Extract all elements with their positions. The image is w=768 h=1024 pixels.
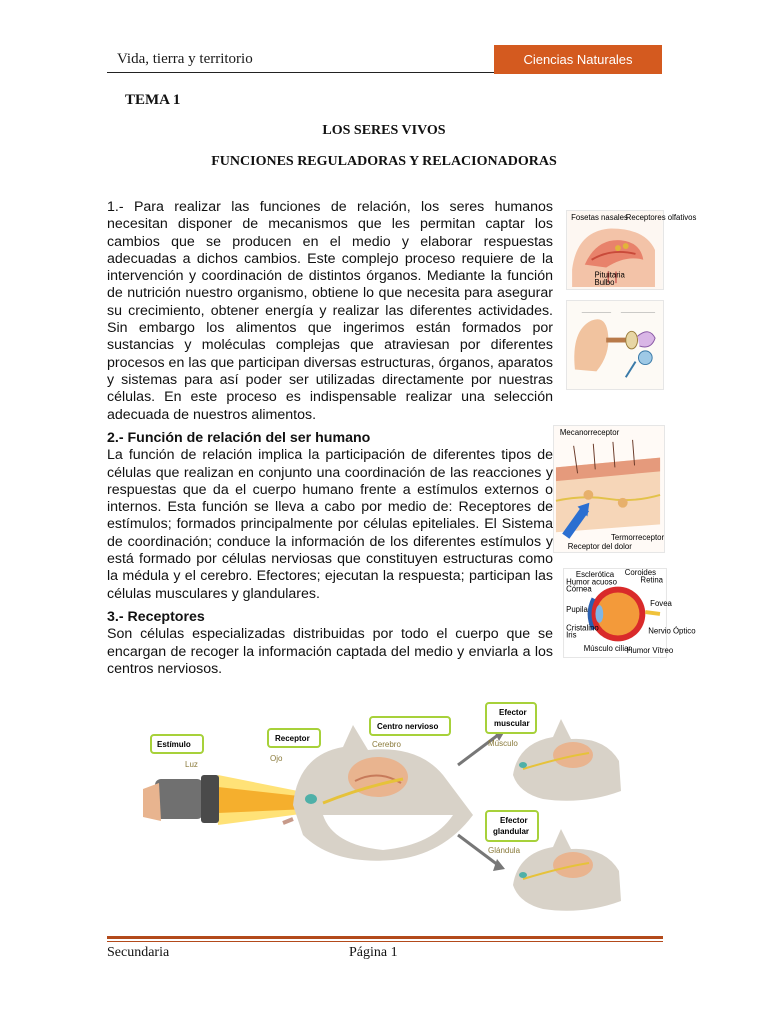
section-relation [107, 430, 553, 603]
eye-label-r4: Nervio Óptico [648, 626, 696, 636]
eye-illustration [563, 567, 696, 658]
page-subtitle: FUNCIONES REGULADORAS Y RELACIONADORAS [211, 154, 557, 169]
header-title: Vida, tierra y territorio [117, 51, 253, 67]
skin-label-bottom: Receptor del dolor [567, 541, 632, 551]
diagram-label-receptor: Receptor [275, 734, 310, 743]
stimulus-response-diagram [143, 695, 623, 920]
eye-label-l3: Córnea [566, 584, 592, 594]
diagram-label-ojo: Ojo [270, 754, 283, 763]
eye-label-l4: Pupila [566, 605, 588, 615]
intro-paragraph: 1.- Para realizar las funciones de relación, los seres humanos necesitan disponer de mecanismos que les permitan captar los cambios que se producen en el medio y elaborar respuestas adecuadas a dichos cambios. Este complejo proceso requiere de la intervención y coordinación de distintos órganos. Mediante la función de nutrición nuestro organismo, obtiene lo que necesita para asegurar su crecimiento, obtener energía y realizar las diferentes actividades. Sin embargo los alimentos que ingerimos están formados por sustancias y moléculas complejas que atraviesan por diferentes procesos en las que participan diversas estructuras, órganos, aparatos y sistemas para así poder ser utilizadas directamente por nuestras células. En este proceso es indispensable realizar una selección adecuada de nuestros alimentos. [107, 199, 553, 423]
eye-svg [564, 567, 696, 657]
diagram-label-efector-g2: glandular [493, 827, 530, 836]
topic-number: TEMA 1 [125, 92, 181, 108]
diagram-label-glandula: Glándula [488, 846, 521, 855]
eye-label-l7: Músculo ciliar [583, 644, 632, 654]
nose-svg [567, 211, 697, 289]
eye-label-l2: Humor acuoso [566, 577, 617, 587]
diagram-label-efector-g1: Efector [500, 816, 528, 825]
skin-svg [554, 426, 664, 552]
footer-level: Secundaria [107, 945, 170, 960]
eye-label-l1: Esclerótica [575, 569, 615, 579]
footer-rule-thick [107, 936, 663, 939]
section-relation-body: La función de relación implica la participación de diferentes tipos de células que realizan en conjunto una coordinación de las reacciones y respuestas que da el cuerpo humano frente a estímulos externos o internos. Esta función se lleva a cabo por medio de: Receptores de estímulos; formados principalmente por células epiteliales. El Sistema de coordinación; conduce la información de los diferentes estímulos y está formado por células nerviosas que constituyen estructuras como la médula y el cerebro. Efectores; ejecutan la respuesta; participan las células musculares y glandulares. [107, 447, 553, 602]
diagram-label-centro: Centro nervioso [377, 722, 439, 731]
diagram-label-efector-m2: muscular [494, 719, 530, 728]
nose-label-d: Bulbo [594, 278, 615, 288]
eye-label-l5: Cristalino [566, 623, 599, 633]
ear-illustration [566, 300, 664, 390]
nose-label-c: Pituitaria [594, 270, 625, 280]
diagram-label-musculo: Músculo [488, 739, 518, 748]
section-receptors [107, 609, 553, 678]
skin-label-top: Mecanorreceptor [559, 427, 620, 437]
diagram-label-luz: Luz [185, 760, 198, 769]
eye-label-l6: Iris [566, 630, 577, 640]
footer-rule-thin [107, 941, 663, 942]
section-relation-heading: 2.- Función de relación del ser humano [107, 430, 371, 446]
diagram-label-estimulo: Estímulo [157, 740, 191, 749]
footer-page-number: Página 1 [349, 945, 398, 960]
diagram-label-cerebro: Cerebro [372, 740, 401, 749]
eye-label-r1: Coroides [624, 567, 657, 577]
diagram-label-efector-m1: Efector [499, 708, 527, 717]
eye-label-r3: Fovea [650, 599, 672, 609]
section-receptors-heading: 3.- Receptores [107, 609, 205, 625]
eye-label-r2: Retina [640, 575, 664, 585]
header-rule [107, 72, 497, 73]
page-title: LOS SERES VIVOS [322, 123, 446, 138]
nose-label-b: Receptores olfativos [625, 212, 697, 222]
section-receptors-body: Son células especializadas distribuidas por todo el cuerpo que se encargan de recoger la información captada del medio y enviarla a los centros nerviosos. [107, 626, 553, 677]
subject-badge: Ciencias Naturales [494, 45, 662, 74]
diagram-svg [143, 695, 623, 920]
eye-label-r5: Humor Vítreo [626, 646, 674, 656]
ear-svg [567, 301, 663, 389]
nose-label-a: Fosetas nasales [571, 212, 628, 222]
skin-label-mid: Termorreceptor [610, 533, 665, 543]
nose-illustration [566, 210, 697, 290]
skin-illustration [553, 425, 665, 553]
